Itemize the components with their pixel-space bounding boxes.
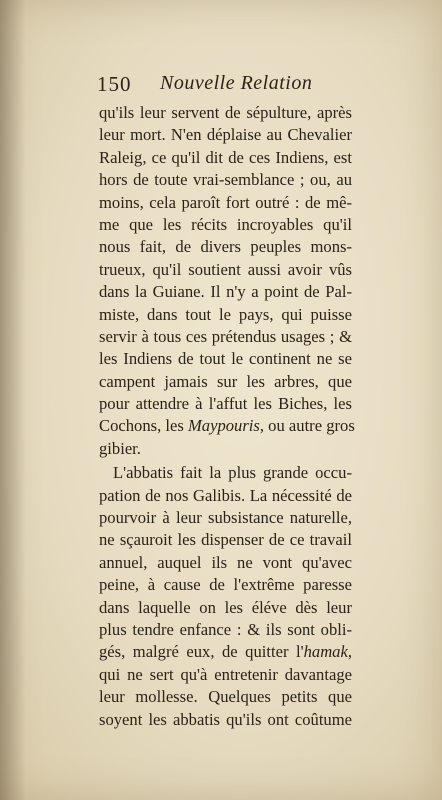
text-line: miste, dans tout le pays, qui puisse — [99, 304, 352, 324]
text-line: nous fait, de divers peuples mons- — [99, 237, 352, 257]
text-line: soyent les abbatis qu'ils ont coûtume — [99, 709, 352, 729]
page-gutter-shadow — [0, 0, 26, 800]
text-line: qui ne sert qu'à entretenir davantage — [99, 664, 352, 684]
text-line: peine, à cause de l'extrême paresse — [99, 575, 352, 595]
text-line: leur mollesse. Quelques petits que — [99, 687, 352, 707]
italic-term: Maypouris — [187, 416, 260, 436]
text-line: me que les récits incroyables qu'il — [99, 214, 352, 234]
text-line: plus tendre enfance : & ils sont obli- — [99, 619, 352, 639]
italic-term: hamak — [303, 642, 348, 662]
text-line: pourvoir à leur subsistance naturelle, — [99, 508, 352, 528]
text-line: ne sçauroit les dispenser de ce travail — [99, 530, 352, 550]
text-line: L'abbatis fait la plus grande occu- — [113, 463, 352, 483]
page-number: 150 — [97, 72, 132, 96]
text-line: pour attendre à l'affut les Biches, les — [99, 394, 352, 414]
paragraph — [99, 102, 355, 460]
text-line: Raleig, ce qu'il dit de ces Indiens, est — [99, 147, 352, 167]
text-line: qu'ils leur servent de sépulture, après — [99, 103, 352, 122]
text-line: moins, cela paroît fort outré : de mê- — [99, 192, 352, 212]
text-line: dans la Guiane. Il n'y a point de Pal- — [99, 282, 352, 302]
running-head — [97, 72, 357, 98]
running-head-title: Nouvelle Relation — [160, 72, 313, 94]
text-line: hors de toute vrai-semblance ; ou, au — [99, 170, 352, 190]
text-line: campent jamais sur les arbres, que — [99, 371, 352, 391]
text-line: pation de nos Galibis. La nécessité de — [99, 485, 352, 505]
text-line: trueux, qu'il soutient aussi avoir vûs — [99, 259, 352, 279]
text-line: gés, malgré eux, de quitter l'hamak, — [99, 642, 352, 662]
text-line: dans laquelle on les éléve dès leur — [99, 597, 352, 617]
text-line: gibier. — [99, 438, 141, 458]
paragraph — [99, 462, 352, 731]
text-line: annuel, auquel ils ne vont qu'avec — [99, 552, 352, 572]
text-line: Cochons, les Maypouris, ou autre gros — [99, 416, 355, 436]
text-line: servir à tous ces prétendus usages ; & — [99, 326, 352, 346]
text-line: leur mort. N'en déplaise au Chevalier — [99, 125, 352, 145]
body-text — [99, 102, 355, 731]
text-line: les Indiens de tout le continent ne se — [99, 349, 352, 369]
